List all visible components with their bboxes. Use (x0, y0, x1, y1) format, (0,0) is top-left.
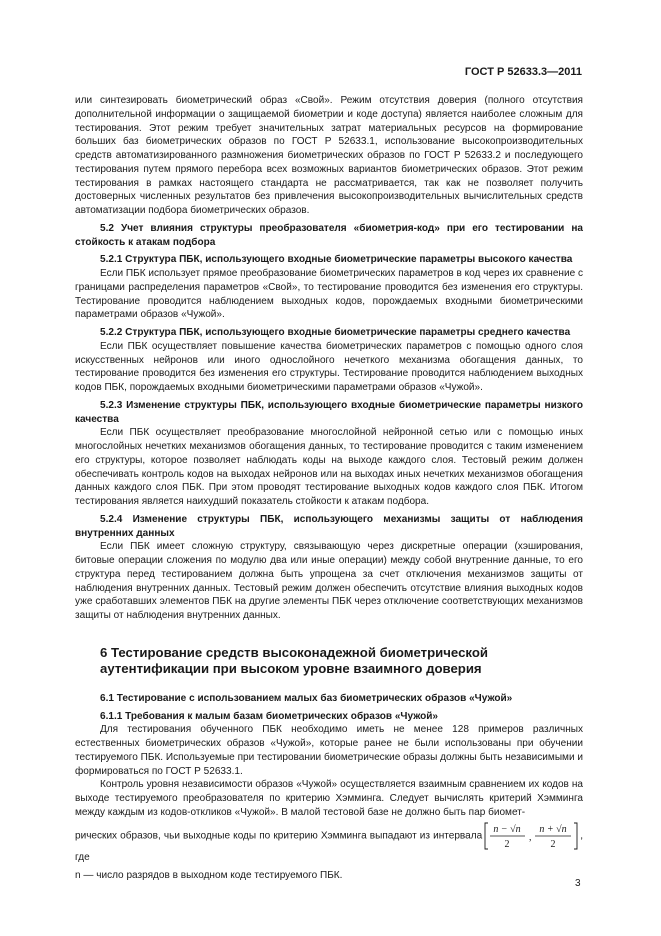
paragraph: Если ПБК осуществляет преобразование многослойной нейронной сетью или с помощью иных многослойных нечетких механизмов обогащения данных, то тестирование проводится с таким изменением его структуры, которое позволяет наблюдать коды на выходе каждого слоя. Тестовый режим должен обеспечивать контроль кодов на выходах нейронов или на выходах иных нечетких механизмов обогащения данных каждого слоя ПБК. При этом проводят тестирование выходных кодов каждого слоя ПБК. Итогом тестирования является наихудший показатель стойкости к атакам подбора. (75, 427, 583, 507)
section-heading-6: 6 Тестирование средств высоконадежной биометрической аутентификации при высоком уровне взаимного доверия (100, 644, 489, 677)
formula-paragraph (75, 821, 583, 865)
page-number: 3 (575, 878, 581, 889)
subsection-heading-5-2-1: 5.2.1 Структура ПБК, использующего входные биометрические параметры высокого качества (100, 254, 573, 266)
interval-comma: , (529, 831, 532, 843)
paragraph: Если ПБК имеет сложную структуру, связывающую через дискретные операции (хэширования, битовые операции сложения по модулю два или иные операции) между собой внутренние данные, то его структура перед тестированием должна быть упрощена за счет отключения механизмов защиты от наблюдения внутренних данных. Тестовый режим должен обеспечить отсутствие влияния выходных кодов уже сработавших элементов ПБК на другие элементы ПБК через отключение соответствующих механизмов защиты от наблюдения внутренних данных. (75, 541, 583, 621)
right-denominator: 2 (550, 838, 556, 850)
paragraph: Контроль уровня независимости образов «Чужой» осуществляется взаимным сравнением их кодов на выходе тестируемого преобразователя по критерию Хэмминга. Следует вычислять критерий Хэмминга между каждым из кодов-откликов «Чужой». В малой тестовой базе не должно быть пар биомет- (75, 779, 583, 818)
right-bracket (574, 823, 577, 849)
left-numerator: n − √n (493, 823, 521, 835)
interval-formula (484, 821, 578, 851)
formula-trail-text: , где (75, 830, 583, 863)
document-body (75, 94, 583, 883)
paragraph: Для тестирования обученного ПБК необходимо иметь не менее 128 примеров различных естественных биометрических образов «Чужой», которые ранее не были использованы при обучении тестируемого ПБК. Используемые при тестировании биометрические образы должны быть независимыми и формироваться по ГОСТ Р 52633.1. (75, 724, 583, 777)
subsection-heading-5-2: 5.2 Учет влияния структуры преобразователя «биометрия-код» при его тестировании на стойкость к атакам подбора (75, 222, 583, 248)
subsection-heading-6-1-1: 6.1.1 Требования к малым базам биометрических образов «Чужой» (100, 710, 438, 722)
paragraph: Если ПБК осуществляет повышение качества биометрических параметров с помощью одного слоя искусственных нейронов или иного однослойного нечеткого механизма обогащения данных, то тестирование проводится без изменения его структуры. Тестирование проводится наблюдением выходных кодов ПБК, порождаемых входными биометрическими параметрами образов «Чужой». (75, 340, 583, 393)
variable-definition: n — число разрядов в выходном коде тестируемого ПБК. (75, 870, 343, 882)
subsection-heading-5-2-2: 5.2.2 Структура ПБК, использующего входные биометрические параметры среднего качества (100, 327, 571, 338)
right-numerator: n + √n (539, 823, 567, 835)
subsection-heading-5-2-3: 5.2.3 Изменение структуры ПБК, использующего входные биометрические параметры низкого качества (75, 399, 583, 425)
paragraph: Если ПБК использует прямое преобразование биометрических параметров в код через их сравнение с границами распределения параметров «Свой», то тестирование проводится без изменения его структуры. Тестирование проводится наблюдением выходных кодов, порождаемых входными биометрическими параметрами образов «Чужой». (75, 268, 583, 321)
left-bracket (485, 823, 488, 849)
subsection-heading-6-1: 6.1 Тестирование с использованием малых баз биометрических образов «Чужой» (100, 692, 513, 704)
document-code: ГОСТ Р 52633.3—2011 (464, 66, 582, 78)
left-denominator: 2 (504, 838, 510, 850)
formula-lead-text: рических образов, чьи выходные коды по критерию Хэмминга выпадают из интервала (75, 830, 483, 842)
subsection-heading-5-2-4: 5.2.4 Изменение структуры ПБК, использующего механизмы защиты от наблюдения внутренних данных (75, 513, 583, 539)
paragraph: или синтезировать биометрический образ «Свой». Режим отсутствия доверия (полного отсутствия дополнительной информации о защищаемой биометрии и коде доступа) является наиболее сложным для тестирования. Этот режим требует значительных затрат материальных ресурсов на формирование больших баз биометрических образов по ГОСТ Р 52633.1, использование высокопроизводительных средств автоматизированного размножения биометрических образов по ГОСТ Р 52633.2 и последующего тестирования путем прямого перебора всех возможных вариантов биометрических образов. Этот режим тестирования в рамках настоящего стандарта не рассматривается, так как не позволяет получить достоверных численных результатов без привлечения высокопроизводительных вычислительных средств автоматизации подбора биометрических образов. (75, 95, 583, 216)
